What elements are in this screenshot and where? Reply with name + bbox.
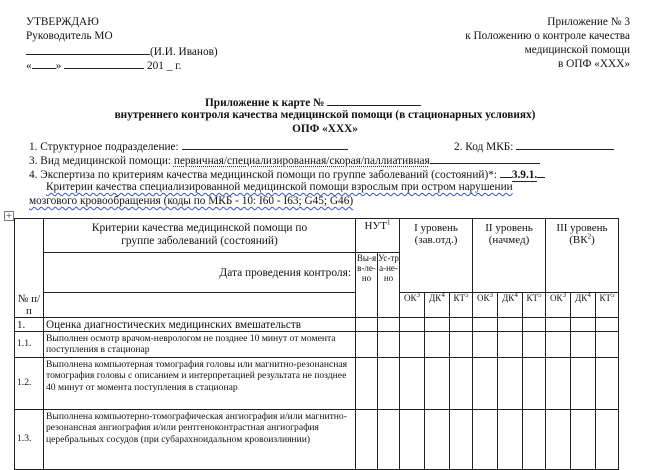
criteria-header-line-1: Критерии качества медицинской помощи по: [91, 222, 308, 234]
department-input[interactable]: [182, 139, 348, 150]
level-3-sub: [548, 234, 616, 246]
cell-nut-resolved[interactable]: [378, 357, 400, 409]
appendix-line-4: в ОПФ «ХХХ»: [558, 58, 630, 70]
cell-l2-ok[interactable]: [473, 331, 498, 357]
cell-l1-kt[interactable]: [450, 357, 473, 409]
cell-l2-ok[interactable]: [473, 317, 498, 331]
field-expertise-label: 4. Экспертиза по критериям качества медицинской помощи по группе заболеваний (состояний)*:: [29, 169, 497, 181]
cell-l3-kt[interactable]: [596, 317, 619, 331]
nut-label: НУТ: [364, 220, 387, 232]
approval-role: Руководитель МО: [26, 30, 113, 42]
table-row: [15, 331, 619, 357]
cell-l2-dk[interactable]: [498, 357, 523, 409]
cell-l3-ok[interactable]: [546, 331, 571, 357]
cell-l1-dk[interactable]: [425, 409, 450, 469]
l3-kt: $КТ^5$: [596, 293, 619, 318]
cell-nut-detected[interactable]: [356, 331, 378, 357]
table-row: [15, 357, 619, 409]
appendix-line-2: к Положению о контроле качества: [465, 30, 630, 42]
cell-l3-kt[interactable]: [596, 331, 619, 357]
expertise-post-blank[interactable]: [537, 167, 545, 178]
cell-l1-ok[interactable]: [400, 357, 425, 409]
row-number: 1.2.: [15, 357, 44, 409]
cell-l3-kt[interactable]: [596, 409, 619, 469]
appendix-line-3: медицинской помощи: [524, 44, 630, 56]
field-department-label: 1. Структурное подразделение:: [29, 141, 179, 153]
cell-nut-resolved[interactable]: [378, 331, 400, 357]
cell-l2-dk[interactable]: [498, 317, 523, 331]
cell-l3-ok[interactable]: [546, 357, 571, 409]
cell-nut-detected[interactable]: [356, 357, 378, 409]
row-number: 1.3.: [15, 409, 44, 469]
cell-nut-resolved[interactable]: [378, 409, 400, 469]
cell-l2-kt[interactable]: [523, 357, 546, 409]
approval-title: УТВЕРЖДАЮ: [26, 16, 99, 28]
cell-l3-dk[interactable]: [571, 331, 596, 357]
month-blank[interactable]: [64, 58, 144, 69]
row-number: 1.1.: [15, 331, 44, 357]
cell-l3-dk[interactable]: [571, 317, 596, 331]
cell-l3-kt[interactable]: [596, 357, 619, 409]
date-header[interactable]: Дата проведения контроля:: [44, 253, 356, 293]
expertise-description-2: мозгового кровообращения (коды по МКБ - 10: I60 - I63; G45; G46): [29, 195, 354, 207]
table-row: [15, 317, 619, 331]
signature-blank[interactable]: [26, 44, 150, 55]
cell-l3-dk[interactable]: [571, 357, 596, 409]
cell-l2-dk[interactable]: [498, 331, 523, 357]
level-3-footnote: 2: [587, 232, 592, 241]
field-icd-label: 2. Код МКБ:: [454, 141, 514, 153]
criteria-table: [14, 218, 619, 470]
cell-l1-kt[interactable]: [450, 317, 473, 331]
criteria-header-bottom: [44, 293, 356, 318]
cell-l1-kt[interactable]: [450, 409, 473, 469]
num-header: № п/п: [15, 293, 44, 318]
level-1-header: I уровень (зав.отд.): [400, 219, 473, 293]
nut-detected-header: Вы-яв-ле-но: [356, 253, 378, 318]
row-criterion: Оценка диагностических медицинских вмешательств: [44, 317, 356, 331]
row-criterion: Выполнен осмотр врачом-неврологом не позднее 10 минут от момента поступления в стационар: [44, 331, 356, 357]
cell-l1-ok[interactable]: [400, 331, 425, 357]
care-type-blank[interactable]: [430, 153, 540, 164]
expertise-description-1: Критерии качества специализированной медицинской помощи взрослым при остром нарушении: [46, 181, 513, 193]
nut-footnote: 1: [386, 218, 391, 227]
l1-ok: $ОК^3$: [400, 293, 425, 318]
cell-nut-resolved[interactable]: [378, 317, 400, 331]
l2-ok: $ОК^3$: [473, 293, 498, 318]
care-type-options[interactable]: первичная/специализированная/скорая/паллиативная: [173, 155, 430, 167]
heading-line-2: внутреннего контроля качества медицинской помощи (в стационарных условиях): [114, 109, 536, 121]
day-blank[interactable]: [32, 58, 56, 69]
l3-dk: $ДК^4$: [571, 293, 596, 318]
cell-l3-ok[interactable]: [546, 317, 571, 331]
header-row-1: [15, 219, 619, 253]
field-care-type-label: 3. Вид медицинской помощи:: [29, 155, 174, 167]
level-2-header: II уровень (начмед): [473, 219, 546, 293]
appendix-line-1: Приложение № 3: [547, 16, 630, 28]
cell-l2-kt[interactable]: [523, 331, 546, 357]
cell-l2-ok[interactable]: [473, 409, 498, 469]
cell-l2-kt[interactable]: [523, 317, 546, 331]
level-3-title: III уровень: [556, 222, 608, 234]
cell-l3-ok[interactable]: [546, 409, 571, 469]
cell-l1-ok[interactable]: [400, 317, 425, 331]
criteria-header-line-2: группе заболеваний (состояний): [121, 235, 278, 247]
num-header-top: [15, 219, 44, 293]
level-3-close: ): [591, 234, 595, 246]
cell-nut-detected[interactable]: [356, 409, 378, 469]
table-move-handle-icon[interactable]: +: [5, 211, 13, 220]
row-number: 1.: [15, 317, 44, 331]
heading-line-3: ОПФ «ХХХ»: [292, 123, 358, 135]
cell-l2-dk[interactable]: [498, 409, 523, 469]
approval-signature-line: [26, 44, 218, 59]
date-year: 201 _ г.: [146, 60, 182, 72]
table-row: [15, 409, 619, 469]
date-open-quote: «: [26, 60, 32, 72]
nut-resolved-header: Ус-тра-не-но: [378, 253, 400, 318]
l1-kt: $КТ^5$: [450, 293, 473, 318]
level-3-header: [546, 219, 619, 293]
cell-l1-kt[interactable]: [450, 331, 473, 357]
l3-ok: $ОК^3$: [546, 293, 571, 318]
expertise-code: 3.9.1.: [511, 169, 538, 181]
cell-l1-dk[interactable]: [425, 317, 450, 331]
l2-kt: $КТ^5$: [523, 293, 546, 318]
heading-line-1: [205, 95, 421, 110]
header-row-3: [15, 293, 619, 318]
expertise-pre-blank[interactable]: [500, 167, 512, 178]
cell-l2-kt[interactable]: [523, 409, 546, 469]
row-criterion: Выполнена компьютерно-томографическая ангиография и/или магнитно-резонансная ангиография и/или рентгеноконтрастная ангиография церебральных сосудов (при субарахноидальном кровоизлиянии): [44, 409, 356, 469]
field-department: [29, 139, 348, 154]
field-icd-code: [454, 139, 614, 154]
approval-name: (И.И. Иванов): [150, 46, 218, 58]
level-3-vk: (ВК: [569, 234, 588, 246]
cell-l1-dk[interactable]: [425, 331, 450, 357]
card-number-blank[interactable]: [327, 95, 421, 106]
cell-l1-ok[interactable]: [400, 409, 425, 469]
l1-dk: $ДК^4$: [425, 293, 450, 318]
field-expertise: [29, 167, 545, 182]
l2-dk: $ДК^4$: [498, 293, 523, 318]
cell-l3-dk[interactable]: [571, 409, 596, 469]
row-criterion: Выполнена компьютерная томография головы или магнитно-резонансная томография головы с описанием и интерпретацией результата не позднее 40 минут от момента поступления в стационар: [44, 357, 356, 409]
approval-date-line: [26, 58, 181, 73]
cell-nut-detected[interactable]: [356, 317, 378, 331]
icd-code-input[interactable]: [516, 139, 614, 150]
nut-header: [356, 219, 400, 253]
heading-card-label: Приложение к карте №: [205, 97, 325, 109]
criteria-header: [44, 219, 356, 253]
cell-l2-ok[interactable]: [473, 357, 498, 409]
field-care-type: [29, 153, 540, 168]
date-close-quote: »: [55, 60, 62, 72]
cell-l1-dk[interactable]: [425, 357, 450, 409]
